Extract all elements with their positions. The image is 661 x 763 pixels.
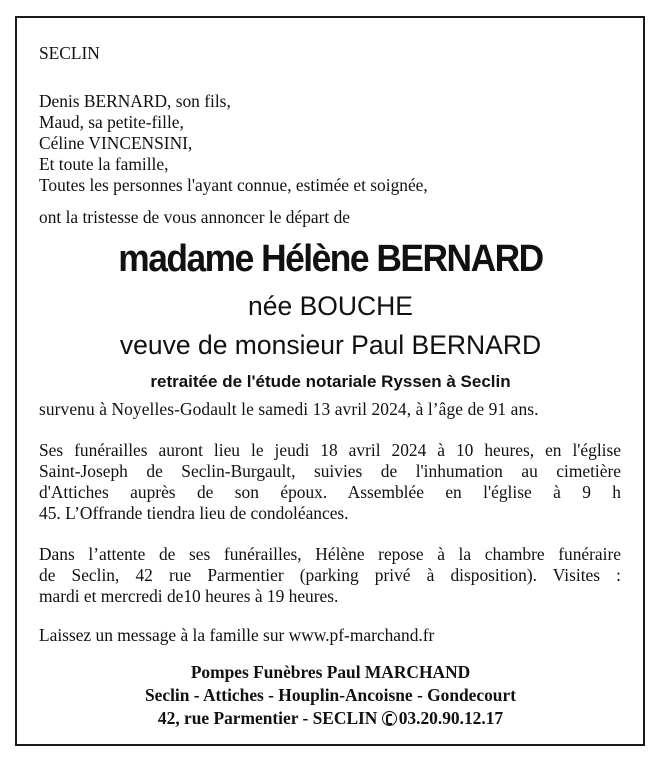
town-heading: SECLIN — [39, 43, 100, 63]
family-line: Et toute la famille, — [39, 154, 169, 174]
funeral-home-name: Pompes Funèbres Paul MARCHAND — [190, 662, 471, 682]
family-line: Toutes les personnes l'ayant connue, estimée et soignée, — [39, 175, 428, 195]
deceased-name: madame Hélène BERNARD — [118, 238, 543, 280]
funeral-home-contact — [0, 706, 661, 730]
announcement-intro: ont la tristesse de vous annoncer le départ de — [39, 207, 350, 227]
funeral-line: d'Attiches auprès de son époux. Assemblée en l'église à 9 h — [39, 482, 621, 502]
death-info: survenu à Noyelles-Godault le samedi 13 avril 2024, à l’âge de 91 ans. — [39, 399, 539, 419]
funeral-paragraph — [39, 440, 621, 524]
funeral-home-address: 42, rue Parmentier - SECLIN — [157, 708, 378, 728]
rest-paragraph — [39, 544, 621, 607]
rest-line: de Seclin, 42 rue Parmentier (parking privé à disposition). Visites : — [39, 565, 621, 585]
family-line: Céline VINCENSINI, — [39, 133, 193, 153]
family-line: Denis BERNARD, son fils, — [39, 91, 231, 111]
condolence-message-line: Laissez un message à la famille sur www.pf-marchand.fr — [39, 625, 435, 645]
rest-line: Dans l’attente de ses funérailles, Hélène repose à la chambre funéraire — [39, 544, 621, 564]
maiden-name: née BOUCHE — [248, 291, 413, 321]
funeral-line: Saint-Joseph de Seclin-Burgault, suivies de l'inhumation au cimetière — [39, 461, 621, 481]
widow-of: veuve de monsieur Paul BERNARD — [119, 330, 542, 360]
rest-line: mardi et mercredi de10 heures à 19 heures. — [39, 586, 339, 606]
funeral-home-phone: 03.20.90.12.17 — [398, 708, 504, 728]
phone-icon — [382, 711, 397, 726]
family-list — [39, 91, 428, 196]
family-line: Maud, sa petite-fille, — [39, 112, 184, 132]
funeral-home-locations: Seclin - Attiches - Houplin-Ancoisne - Gondecourt — [144, 685, 516, 705]
profession: retraitée de l'étude notariale Ryssen à Seclin — [150, 372, 511, 391]
funeral-line: 45. L’Offrande tiendra lieu de condoléances. — [39, 503, 349, 523]
funeral-line: Ses funérailles auront lieu le jeudi 18 avril 2024 à 10 heures, en l'église — [39, 440, 621, 460]
